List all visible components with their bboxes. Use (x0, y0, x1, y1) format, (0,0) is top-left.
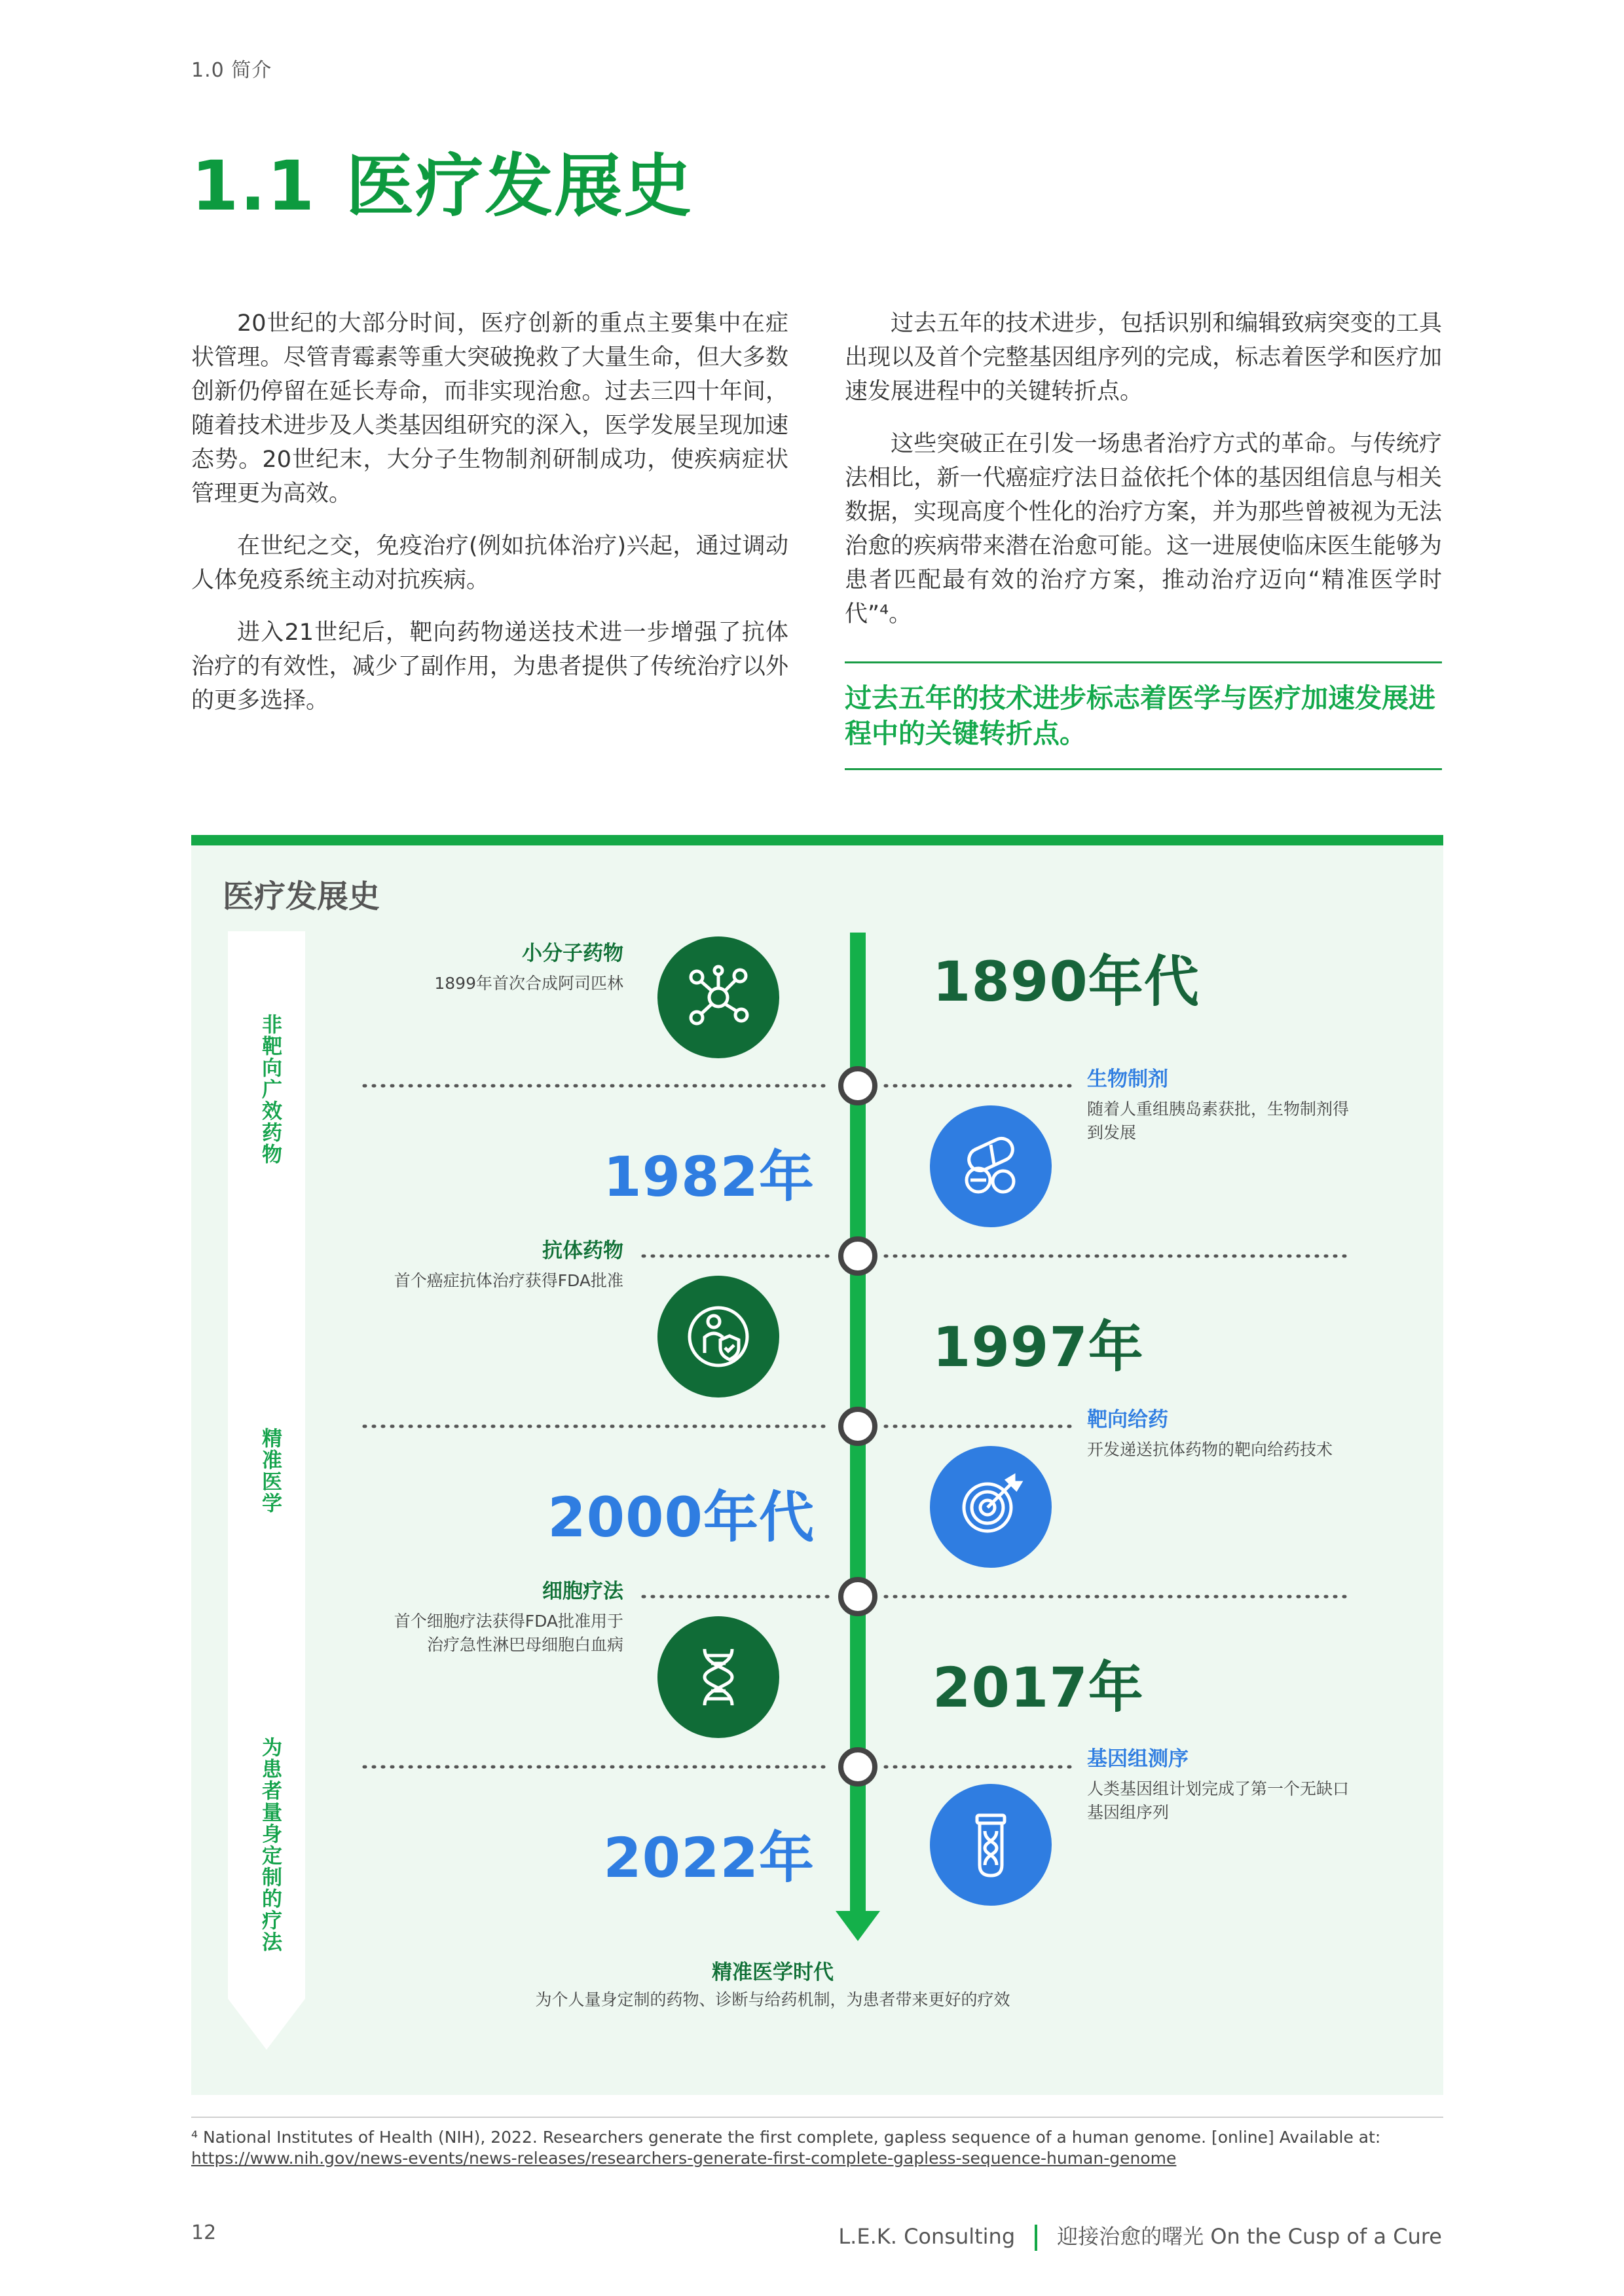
event-title: 基因组测序 (1087, 1747, 1189, 1771)
event-description-line: 首个细胞疗法获得FDA批准用于 (394, 1612, 623, 1631)
event-description-line: 到发展 (1087, 1123, 1137, 1142)
event-description (1087, 1098, 1349, 1145)
page-number: 12 (191, 2221, 217, 2244)
year-label: 1997年 (932, 1315, 1144, 1379)
dna-icon (657, 1616, 779, 1738)
event-title: 小分子药物 (522, 942, 623, 965)
event-title: 细胞疗法 (542, 1580, 623, 1603)
event-title: 生物制剂 (1087, 1067, 1168, 1091)
event-description: 开发递送抗体药物的靶向给药技术 (1087, 1440, 1333, 1459)
body-paragraph: 20世纪的大部分时间，医疗创新的重点主要集中在症状管理。尽管青霉素等重大突破挽救了大量生命，但大多数创新仍停留在延长寿命，而非实现治愈。过去三四十年间，随着技术进步及人类基因组研究的深入，医学发展呈现加速态势。20世纪末，大分子生物制剂研制成功，使疾病症状管理更为高效。 (191, 310, 788, 507)
page-title-number: 1.1 (191, 146, 316, 226)
event-description-line: 人类基因组计划完成了第一个无缺口 (1087, 1779, 1350, 1798)
body-paragraph: 这些突破正在引发一场患者治疗方式的革命。与传统疗法相比，新一代癌症疗法日益依托个体的基因组信息与相关数据，实现高度个性化的治疗方案，并为那些曾被视为无法治愈的疾病带来潜在治愈可能。这一进展使临床医生能够为患者匹配最有效的治疗方案，推动治疗迈向“精准医学时代”⁴。 (845, 431, 1442, 627)
section-label: 1.0 简介 (191, 59, 272, 82)
event-title: 靶向给药 (1087, 1408, 1168, 1432)
footer-title: 迎接治愈的曙光 On the Cusp of a Cure (1057, 2224, 1442, 2249)
band-label-untargeted: 非靶向广效药物 (258, 1014, 282, 1165)
footnote-text: ⁴ National Institutes of Health (NIH), 2022. Researchers generate the first complete, gapless sequence of a human genome. [online] Available at: (191, 2128, 1381, 2147)
event-description (394, 1610, 623, 1657)
target-icon (930, 1446, 1052, 1568)
year-label: 2000年代 (547, 1485, 815, 1549)
footnote (191, 2117, 1443, 2169)
band-label-precision: 精准医学 (258, 1428, 282, 1514)
event-description: 首个癌症抗体治疗获得FDA批准 (394, 1271, 623, 1290)
event-description-line: 基因组序列 (1087, 1803, 1170, 1822)
test-tube-icon (930, 1784, 1052, 1906)
year-label: 1890年代 (932, 950, 1200, 1014)
footer-brand (779, 2220, 1442, 2251)
event-description-line: 治疗急性淋巴母细胞白血病 (426, 1635, 623, 1654)
event-description-line: 随着人重组胰岛素获批，生物制剂得 (1087, 1100, 1350, 1119)
timeline-arrowhead (836, 1911, 880, 1941)
event-title: 抗体药物 (542, 1239, 623, 1263)
year-label: 2022年 (603, 1826, 815, 1890)
pull-quote: 过去五年的技术进步标志着医学与医疗加速发展进程中的关键转折点。 (845, 661, 1442, 770)
event-description (1087, 1777, 1349, 1824)
footer-divider (1035, 2225, 1037, 2251)
timeline-end-description: 为个人量身定制的药物、诊断与给药机制，为患者带来更好的疗效 (535, 1990, 1010, 2009)
molecule-icon (657, 936, 779, 1058)
footnote-link[interactable]: https://www.nih.gov/news-events/news-releases/researchers-generate-first-complete-gapless-sequence-human-genome (191, 2149, 1177, 2168)
capsule-icon (930, 1105, 1052, 1227)
person-shield-icon (657, 1276, 779, 1398)
body-paragraph: 进入21世纪后，靶向药物递送技术进一步增强了抗体治疗的有效性，减少了副作用，为患者提供了传统治疗以外的更多选择。 (191, 620, 788, 714)
body-paragraph: 过去五年的技术进步，包括识别和编辑致病突变的工具出现以及首个完整基因组序列的完成，标志着医学和医疗加速发展进程中的关键转折点。 (845, 310, 1442, 405)
band-label-personalized: 为患者量身定制的疗法 (258, 1737, 282, 1953)
timeline-end-title: 精准医学时代 (712, 1961, 834, 1984)
event-description: 1899年首次合成阿司匹林 (434, 974, 623, 993)
body-paragraph: 在世纪之交，免疫治疗(例如抗体治疗)兴起，通过调动人体免疫系统主动对抗疾病。 (191, 533, 788, 593)
year-label: 2017年 (932, 1656, 1144, 1720)
footer-brand-name: L.E.K. Consulting (838, 2224, 1016, 2249)
timeline-title: 医疗发展史 (223, 878, 380, 915)
page-title-text: 医疗发展史 (346, 146, 693, 226)
year-label: 1982年 (603, 1145, 815, 1209)
